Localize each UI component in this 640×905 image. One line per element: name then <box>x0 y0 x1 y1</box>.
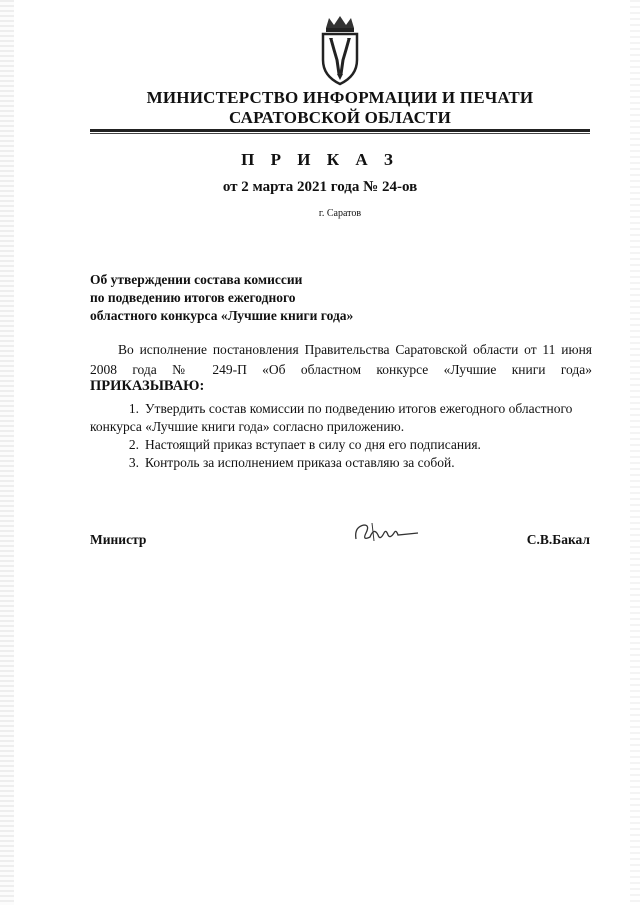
preamble-line2: 2008 года № 249-П «Об областном конкурсе «Лучшие книги года» <box>90 362 592 377</box>
item-number: 3. <box>128 455 139 470</box>
item-text-continued: конкурса «Лучшие книги года» согласно приложению. <box>90 419 405 434</box>
handwritten-signature <box>352 517 422 551</box>
list-item <box>90 454 592 472</box>
signatory-position: Министр <box>90 532 147 547</box>
item-number: 1. <box>128 401 139 416</box>
item-text: Утвердить состав комиссии по подведению итогов ежегодного областного <box>145 401 573 416</box>
order-keyword: ПРИКАЗЫВАЮ: <box>90 378 205 394</box>
signatory-name: С.В.Бакал <box>526 532 590 547</box>
scan-edge-left <box>0 0 14 905</box>
ministry-name-line1: МИНИСТЕРСТВО ИНФОРМАЦИИ И ПЕЧАТИ <box>146 88 534 107</box>
item-text: Настоящий приказ вступает в силу со дня его подписания. <box>145 437 481 452</box>
item-text: Контроль за исполнением приказа оставляю за собой. <box>145 455 455 470</box>
document-type: П Р И К А З <box>241 150 399 169</box>
item-number: 2. <box>128 437 139 452</box>
preamble-paragraph <box>90 340 592 380</box>
coat-of-arms-icon <box>318 14 362 86</box>
header-divider-thin <box>90 133 590 134</box>
preamble-line1: Во исполнение постановления Правительства Саратовской области от 11 июня <box>118 342 592 357</box>
document-city: г. Саратов <box>318 208 362 219</box>
scan-edge-right <box>630 0 640 905</box>
document-subject <box>90 271 410 325</box>
subject-line: Об утверждении состава комиссии <box>90 272 303 287</box>
subject-line: по подведению итогов ежегодного <box>90 290 296 305</box>
document-date-number: от 2 марта 2021 года № 24-ов <box>222 179 418 195</box>
subject-line: областного конкурса «Лучшие книги года» <box>90 308 354 323</box>
list-item <box>90 436 592 454</box>
header-divider-thick <box>90 129 590 132</box>
ministry-header <box>90 88 590 128</box>
list-item <box>90 400 592 436</box>
order-items-list <box>90 400 592 472</box>
signature-block <box>90 527 590 557</box>
ministry-name-line2: САРАТОВСКОЙ ОБЛАСТИ <box>228 108 452 127</box>
